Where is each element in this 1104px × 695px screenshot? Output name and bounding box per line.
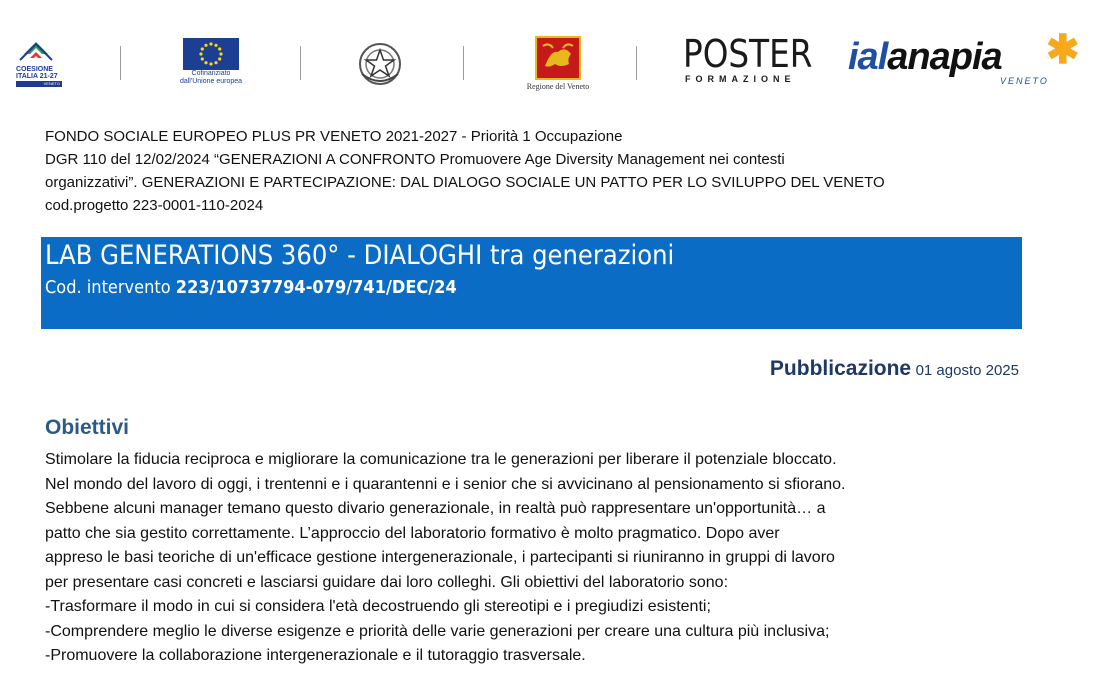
banner-code	[45, 275, 457, 301]
banner-code-value: 223/10737794-079/741/DEC/24	[175, 277, 457, 298]
ial-logo-part2: anapia	[887, 36, 1002, 78]
header-line-2: DGR 110 del 12/02/2024 “GENERAZIONI A CONFRONTO Promuovere Age Diversity Management nei contesti	[45, 151, 785, 168]
title-banner	[41, 237, 1022, 329]
italian-republic-emblem-icon	[352, 38, 408, 90]
poster-formazione-logo	[683, 34, 825, 94]
coesione-italia-logo	[16, 36, 68, 92]
coesione-title: COESIONE	[16, 66, 53, 73]
paragraph-line: patto che sia gestito correttamente. L’approccio del laboratorio formativo è molto pragmatico. Dopo aver	[45, 524, 780, 542]
ial-logo-sub: VENETO	[1000, 76, 1049, 86]
list-item: -Comprendere meglio le diverse esigenze e priorità delle varie generazioni per creare una cultura più inclusiva;	[45, 622, 830, 640]
paragraph-line: appreso le basi teoriche di un'efficace gestione intergenerazionale, i partecipanti si riuniranno in gruppi di lavoro	[45, 549, 835, 566]
coesione-subtitle: ITALIA 21-27	[16, 73, 58, 80]
ialanapia-logo	[848, 30, 1088, 94]
paragraph-line: Sebbene alcuni manager temano questo divario generazionale, in realtà può rappresentare un'opportunità… a	[45, 500, 826, 517]
objectives-body	[45, 448, 1045, 669]
banner-code-label: Cod. intervento	[45, 277, 176, 298]
header-line-4: cod.progetto 223-0001-110-2024	[45, 197, 264, 214]
paragraph-line: per presentare casi concreti e lasciarsi guidare dai loro colleghi. Gli obiettivi del laboratorio sono:	[45, 573, 729, 591]
publication-date: 01 agosto 2025	[915, 362, 1019, 379]
poster-logo-sub: FORMAZIONE	[685, 74, 796, 84]
list-item: -Promuovere la collaborazione intergenerazionale e il tutoraggio trasversale.	[45, 647, 586, 664]
list-item: -Trasformare il modo in cui si considera l'età decostruendo gli stereotipi e i pregiudizi esistenti;	[45, 598, 711, 615]
logo-bar	[0, 22, 1104, 102]
logo-divider	[300, 46, 301, 80]
publication-info	[770, 357, 1019, 381]
banner-title: LAB GENERATIONS 360° - DIALOGHI tra generazioni	[45, 240, 675, 271]
veneto-caption: Regione del Veneto	[526, 82, 590, 91]
eu-logo	[176, 38, 246, 90]
header-line-1: FONDO SOCIALE EUROPEO PLUS PR VENETO 2021-2027 - Priorità 1 Occupazione	[45, 128, 623, 145]
logo-divider	[636, 46, 637, 80]
header-line-3: organizzativi”. GENERAZIONI E PARTECIPAZIONE: DAL DIALOGO SOCIALE UN PATTO PER LO SVILUPPO DEL VENETO	[45, 174, 885, 191]
publication-label: Pubblicazione	[769, 357, 912, 380]
project-header	[45, 125, 1045, 217]
asterisk-icon: ✱	[1046, 28, 1080, 72]
logo-divider	[463, 46, 464, 80]
regione-veneto-logo	[517, 36, 599, 94]
eu-caption-2: dall'Unione europea	[179, 78, 243, 85]
paragraph-line: Nel mondo del lavoro di oggi, i trentenni e i quarantenni e i senior che si avvicinano al pensionamento si sfiorano.	[45, 475, 846, 493]
paragraph-line: Stimolare la fiducia reciproca e migliorare la comunicazione tra le generazioni per liberare il potenziale bloccato.	[45, 451, 837, 468]
coesione-region: VENETO	[16, 81, 62, 87]
eu-caption-1: Cofinanziato	[191, 70, 231, 77]
logo-divider	[120, 46, 121, 80]
poster-logo-main: POSTER	[683, 32, 813, 76]
ial-logo-part1: ial	[848, 36, 888, 78]
objectives-title: Obiettivi	[45, 416, 130, 439]
eu-flag-icon	[183, 38, 239, 70]
veneto-lion-icon	[535, 36, 581, 80]
coesione-mark-icon	[16, 36, 56, 66]
